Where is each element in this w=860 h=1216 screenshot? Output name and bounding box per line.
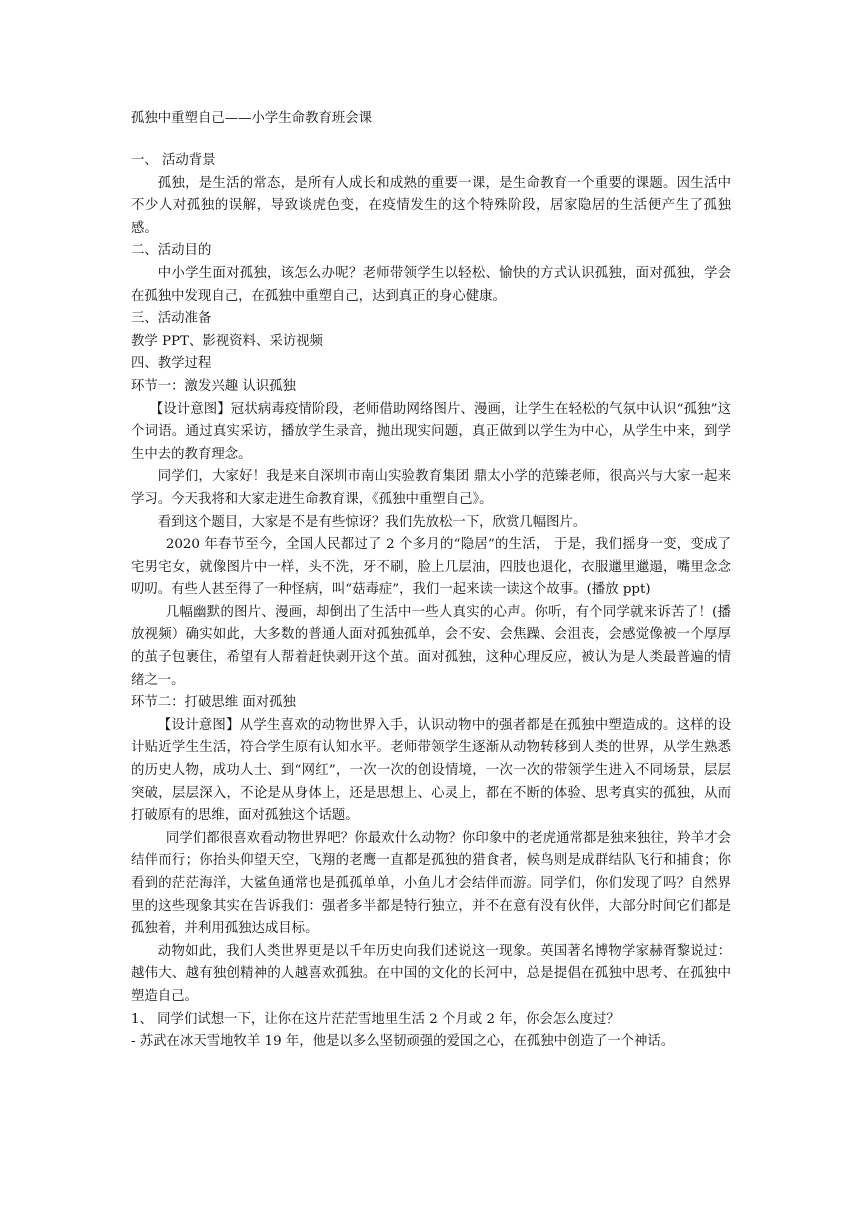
section-heading-preparation: 三、活动准备 [131, 311, 212, 327]
step2-paragraph-2: 动物如此，我们人类世界更是以千年历史向我们述说这一现象。英国著名博物学家赫胥黎说过：越伟大、越有独创精神的人越喜欢孤独。在中国的文化的长河中，总是提倡在孤独中思考、在孤独中塑造自己。 [131, 943, 731, 1004]
step1-paragraph-4: 几幅幽默的图片、漫画，却倒出了生活中一些人真实的心声。你听，有个同学就来诉苦了！(播放视频）确实如此，大多数的普通人面对孤独孤单，会不安、会焦躁、会沮丧，会感觉像被一个厚厚的茧子包裹住，希望有人帮着赶快剥开这个茧。面对孤独，这种心理反应，被认为是人类最普遍的情绪之一。 [131, 604, 731, 688]
paragraph-goal: 中小学生面对孤独，该怎么办呢？老师带领学生以轻松、愉快的方式认识孤独，面对孤独，学会在孤独中发现自己，在孤独中重塑自己，达到真正的身心健康。 [131, 265, 731, 304]
step1-paragraph-2: 看到这个题目，大家是不是有些惊讶？我们先放松一下，欣赏几幅图片。 [157, 514, 587, 530]
paragraph-background: 孤独，是生活的常态，是所有人成长和成熟的重要一课，是生命教育一个重要的课题。因生活中不少人对孤独的误解，导致谈虎色变，在疫情发生的这个特殊阶段，居家隐居的生活便产生了孤独感。 [131, 175, 731, 236]
step2-design-intent: 【设计意图】从学生喜欢的动物世界入手，认识动物中的强者都是在孤独中塑造成的。这样的设计贴近学生生活，符合学生原有认知水平。老师带领学生逐渐从动物转移到人类的世界，从学生熟悉的历史人物，成功人士、到“网红”，一次一次的创设情境，一次一次的带领学生进入不同场景，层层突破，层层深入，不论是从身体上，还是思想上、心灵上，都在不断的体验、思考真实的孤独，从而打破原有的思维，面对孤独这个话题。 [131, 717, 731, 824]
step2-question-1: 1、 同学们试想一下，让你在这片茫茫雪地里生活 2 个月或 2 年，你会怎么度过？ [131, 1011, 620, 1027]
step2-paragraph-1: 同学们都很喜欢看动物世界吧？你最欢什么动物？你印象中的老虎通常都是独来独往，羚羊才会结伴而行；你抬头仰望天空，飞翔的老鹰一直都是孤独的猎食者，候鸟则是成群结队飞行和捕食；你看到的茫茫海洋，大鲨鱼通常也是孤孤单单，小鱼儿才会结伴而游。同学们，你们发现了吗？自然界里的这些现象其实在告诉我们：强者多半都是特行独立，并不在意有没有伙伴，大部分时间它们都是孤独着，并利用孤独达成目标。 [131, 830, 731, 937]
document-body [131, 150, 731, 1054]
step2-question-2: - 苏武在冰天雪地牧羊 19 年，他是以多么坚韧顽强的爱国之心，在孤独中创造了一个神话。 [131, 1034, 675, 1050]
document-title: 孤独中重塑自己——小学生命教育班会课 [131, 111, 373, 126]
step2-heading: 环节二：打破思维 面对孤独 [131, 695, 296, 711]
step1-paragraph-3: 2020 年春节至今，全国人民都过了 2 个多月的“隐居”的生活， 于是，我们摇身一变，变成了宅男宅女，就像图片中一样，头不洗，牙不刷，脸上几层油，四肢也退化，衣服邋里邋遢，嘴里念念叨叨。有些人甚至得了一种怪病，叫“菇毒症”，我们一起来读一读这个故事。(播放 ppt) [131, 537, 731, 598]
step1-heading: 环节一：激发兴趣 认识孤独 [131, 378, 296, 394]
step1-design-intent: 【设计意图】冠状病毒疫情阶段，老师借助网络图片、漫画，让学生在轻松的气氛中认识“孤独”这个词语。通过真实采访，播放学生录音，抛出现实问题，真正做到以学生为中心，从学生中来，到学生中去的教育理念。 [131, 401, 731, 462]
paragraph-preparation: 教学 PPT、影视资料、采访视频 [131, 333, 323, 349]
section-heading-background: 一、 活动背景 [131, 153, 216, 168]
section-heading-goal: 二、活动目的 [131, 243, 212, 259]
section-heading-process: 四、教学过程 [131, 356, 212, 372]
step1-paragraph-1: 同学们，大家好！我是来自深圳市南山实验教育集团 鼎太小学的范臻老师，很高兴与大家一起来学习。今天我将和大家走进生命教育课，《孤独中重塑自己》。 [131, 469, 731, 507]
